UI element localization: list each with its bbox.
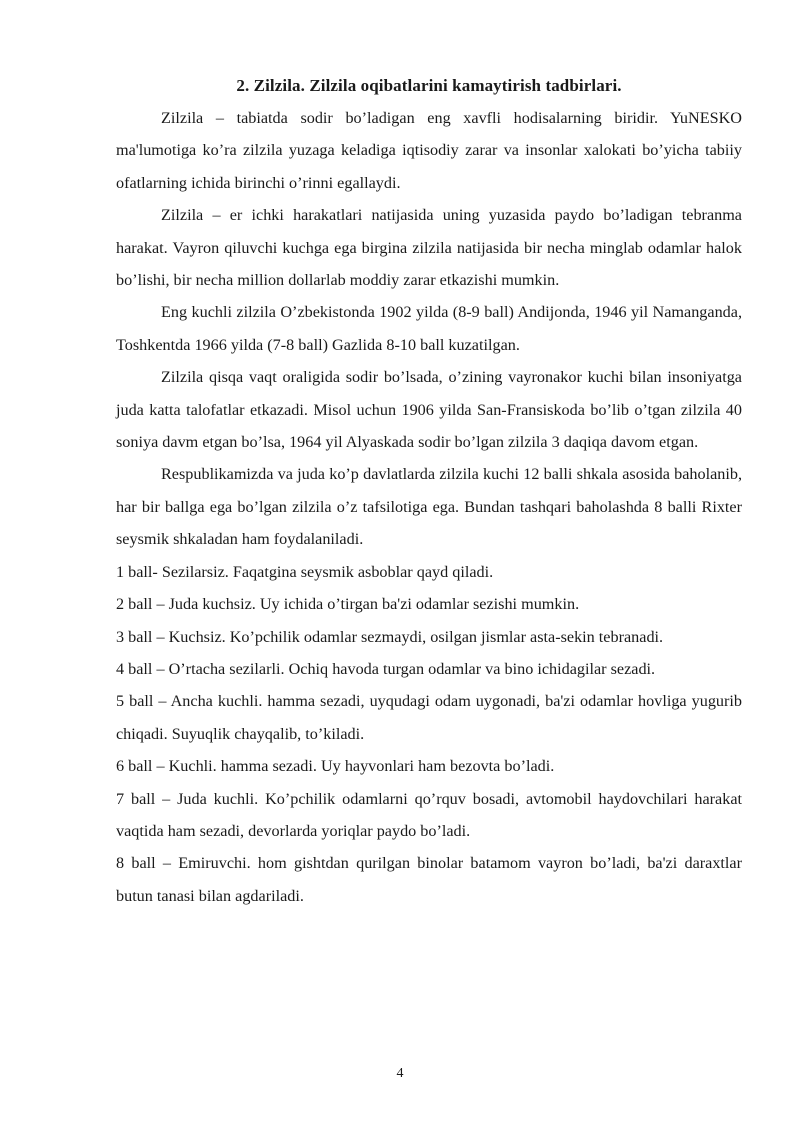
paragraph-duration-examples: Zilzila qisqa vaqt oraligida sodir bo’lsada, o’zining vayronakor kuchi bilan insoniyatga juda katta talofatlar etkazadi. Misol uchun 1906 yilda San-Fransiskoda bo’lib o’tgan zilzila 40 soniya davm etgan bo’lsa, 1964 yil Alyaskada sodir bo’lgan zilzila 3 daqiqa davom etgan. [116,368,742,452]
paragraph-explanation: Zilzila – er ichki harakatlari natijasida uning yuzasida paydo bo’ladigan tebranma harakat. Vayron qiluvchi kuchga ega birgina zilzila natijasida bir necha minglab odamlar halok bo’lishi, bir necha million dollarlab moddiy zarar etkazishi mumkin. [116,206,742,290]
paragraph-definition: Zilzila – tabiatda sodir bo’ladigan eng xavfli hodisalarning biridir. YuNESKO ma'lumotiga ko’ra zilzila yuzaga keladiga iqtisodiy zarar va insonlar xalokati bo’yicha tabiiy ofatlarning ichida birinchi o’rinni egallaydi. [116,109,742,192]
scale-item-7: 7 ball – Juda kuchli. Ko’pchilik odamlarni qo’rquv bosadi, avtomobil haydovchilari harakat vaqtida ham sezadi, devorlarda yoriqlar paydo bo’ladi. [116,789,742,840]
scale-item-5: 5 ball – Ancha kuchli. hamma sezadi, uyqudagi odam uygonadi, ba'zi odamlar hovliga yugurib chiqadi. Suyuqlik chayqalib, to’kiladi. [116,692,742,743]
scale-item-3: 3 ball – Kuchsiz. Ko’pchilik odamlar sezmaydi, osilgan jismlar asta-sekin tebranadi. [116,627,664,646]
document-page [116,70,742,912]
scale-item-2: 2 ball – Juda kuchsiz. Uy ichida o’tirgan ba'zi odamlar sezishi mumkin. [116,595,580,614]
section-title: 2. Zilzila. Zilzila oqibatlarini kamaytirish tadbirlari. [236,76,622,95]
scale-item-1: 1 ball- Sezilarsiz. Faqatgina seysmik asboblar qayd qiladi. [116,562,494,581]
paragraph-scale-intro: Respublikamizda va juda ko’p davlatlarda zilzila kuchi 12 balli shkala asosida baholanib, har bir ballga ega bo’lgan zilzila o’z tafsilotiga ega. Bundan tashqari baholashda 8 balli Rixter seysmik shkaladan ham foydalaniladi. [116,465,742,549]
page-number: 4 [396,1066,404,1081]
scale-item-6: 6 ball – Kuchli. hamma sezadi. Uy hayvonlari ham bezovta bo’ladi. [116,757,555,776]
scale-item-8: 8 ball – Emiruvchi. hom gishtdan qurilgan binolar batamom vayron bo’ladi, ba'zi daraxtlar butun tanasi bilan agdariladi. [116,854,742,905]
paragraph-history-uzbekistan: Eng kuchli zilzila O’zbekistonda 1902 yilda (8-9 ball) Andijonda, 1946 yil Namanganda, Toshkentda 1966 yilda (7-8 ball) Gazlida 8-10 ball kuzatilgan. [116,303,742,354]
scale-item-4: 4 ball – O’rtacha sezilarli. Ochiq havoda turgan odamlar va bino ichidagilar sezadi. [116,659,656,678]
